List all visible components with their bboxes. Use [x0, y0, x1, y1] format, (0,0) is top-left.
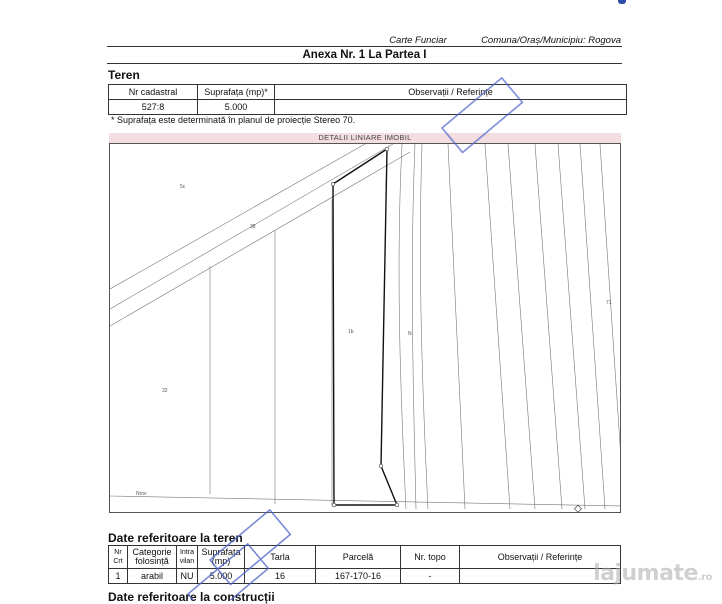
anexa-rule [107, 63, 622, 64]
table-row [109, 569, 621, 584]
carte-funciara-label: Carte Funciar [389, 35, 447, 46]
col-suprafata-mp: Suprafața (mp) [198, 546, 245, 569]
map-label: 5c [180, 184, 186, 190]
cell-observatii [275, 100, 627, 115]
col-intravilan: Intra vilan [177, 546, 198, 569]
teren-table-header [109, 85, 627, 100]
teren-table [108, 84, 627, 115]
col-categorie: Categorie folosință [128, 546, 177, 569]
teren-ref-table [108, 545, 621, 584]
detalii-title: DETALII LINIARE IMOBIL [109, 133, 621, 143]
parcel-boundary [333, 149, 397, 505]
map-label: Nrov [136, 491, 147, 497]
cell-intravilan: NU [177, 569, 198, 584]
locality-label: Comuna/Oraș/Municipiu: Rogova [481, 35, 621, 46]
lajumate-watermark [593, 561, 712, 586]
map-label: N [408, 331, 412, 337]
anexa-title: Anexa Nr. 1 La Partea I [302, 49, 427, 61]
teren-section-title: Teren [108, 68, 140, 82]
cell-nr: 1 [109, 569, 128, 584]
watermark-brand: lajumate [593, 561, 698, 586]
map-label: 1b [348, 329, 354, 335]
cell-suprafata: 5.000 [198, 100, 275, 115]
map-label: 32 [162, 388, 168, 394]
brand-corner-mark [618, 0, 626, 4]
cadastral-map [109, 143, 621, 513]
col-nr-cadastral: Nr cadastral [109, 85, 198, 100]
watermark-tld: .ro [697, 572, 712, 583]
map-drawing [110, 144, 621, 513]
cell-tarla: 16 [245, 569, 316, 584]
constructii-title: Date referitoare la construcții [108, 590, 275, 604]
cell-nr-cadastral: 527:8 [109, 100, 198, 115]
document-header [0, 35, 621, 46]
projection-note: * Suprafața este determinată în planul de proiecție Stereo 70. [111, 115, 356, 125]
col-tarla: Tarla [245, 546, 316, 569]
col-parcela: Parcelă [316, 546, 401, 569]
map-label: 38 [250, 224, 256, 230]
table-row [109, 100, 627, 115]
cell-categorie: arabil [128, 569, 177, 584]
col-nr-crt: Nr Crt [109, 546, 128, 569]
col-suprafata: Suprafața (mp)* [198, 85, 275, 100]
cell-nr-topo: - [401, 569, 460, 584]
teren-ref-header [109, 546, 621, 569]
cell-parcela: 167-170-16 [316, 569, 401, 584]
teren-ref-title: Date referitoare la teren [108, 531, 243, 545]
col-nr-topo: Nr. topo [401, 546, 460, 569]
col-observatii-ref: Observații / Referințe [460, 546, 621, 569]
header-rule [107, 46, 622, 47]
cell-suprafata-ref: 5.000 [198, 569, 245, 584]
col-observatii: Observații / Referințe [275, 85, 627, 100]
map-label: 71 [606, 300, 612, 306]
